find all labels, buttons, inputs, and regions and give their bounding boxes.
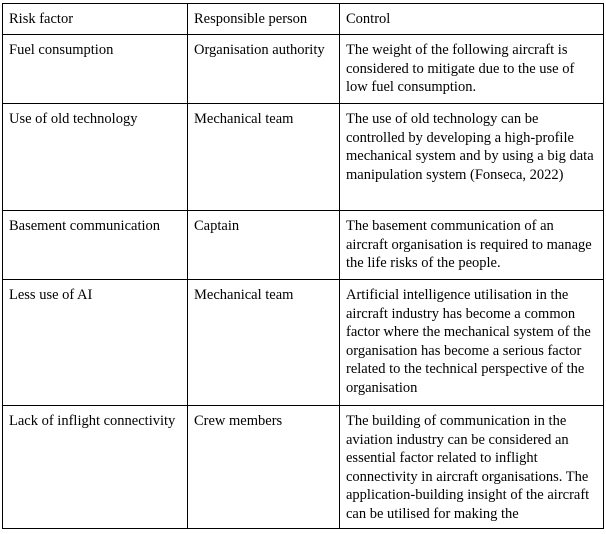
- cell-risk-factor: Fuel consumption: [3, 35, 188, 104]
- cell-responsible-person: Mechanical team: [188, 280, 340, 406]
- cell-responsible-person: Captain: [188, 211, 340, 280]
- cell-risk-factor: Basement communication: [3, 211, 188, 280]
- table-row: [3, 211, 604, 280]
- cell-risk-factor: Less use of AI: [3, 280, 188, 406]
- cell-risk-factor: Lack of inflight connectivity: [3, 406, 188, 529]
- cell-responsible-person: Crew members: [188, 406, 340, 529]
- header-control: Control: [340, 4, 604, 35]
- cell-responsible-person: Mechanical team: [188, 104, 340, 211]
- cell-risk-factor: Use of old technology: [3, 104, 188, 211]
- cell-control: The weight of the following aircraft is considered to mitigate due to the use of low fuel consumption.: [340, 35, 604, 104]
- cell-control: The use of old technology can be controlled by developing a high-profile mechanical system and by using a big data manipulation system (Fonseca, 2022): [340, 104, 604, 211]
- table-row: [3, 406, 604, 529]
- risk-table: [2, 3, 604, 529]
- table-header-row: [3, 4, 604, 35]
- table-row: [3, 280, 604, 406]
- header-responsible-person: Responsible person: [188, 4, 340, 35]
- table-row: [3, 104, 604, 211]
- cell-control: The basement communication of an aircraft organisation is required to manage the life risks of the people.: [340, 211, 604, 280]
- cell-control-wrapper: [340, 406, 604, 529]
- cell-responsible-person: Organisation authority: [188, 35, 340, 104]
- table-row: [3, 35, 604, 104]
- cell-control: Artificial intelligence utilisation in the aircraft industry has become a common factor where the mechanical system of the organisation has become a serious factor related to the technical perspective of the organisation: [340, 280, 604, 406]
- header-risk-factor: Risk factor: [3, 4, 188, 35]
- cell-control: The building of communication in the aviation industry can be considered an essential factor related to inflight connectivity in aircraft organisations. The application-building insight of the aircraft can be utilised for making the: [346, 413, 590, 522]
